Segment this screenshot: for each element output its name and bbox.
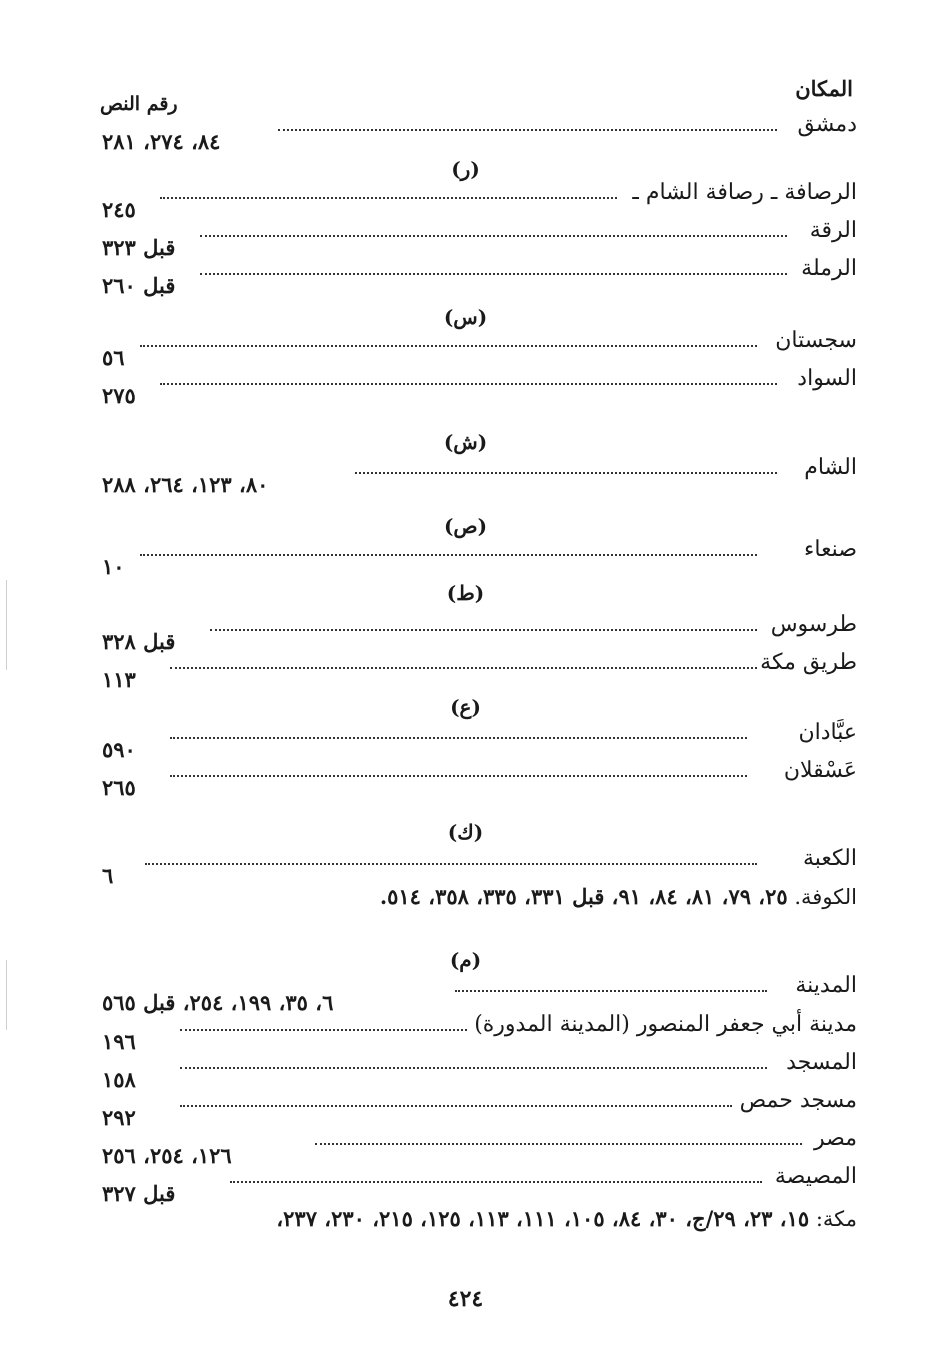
section-letter: (س) [443, 305, 488, 329]
dot-leader [455, 990, 767, 992]
entry-name: صنعاء [804, 537, 857, 562]
entry-value: قبل ٣٢٣ [102, 235, 176, 260]
entry-value: ٦ [102, 863, 114, 888]
entry-value: قبل ٢٦٠ [102, 273, 176, 298]
dot-leader [140, 554, 757, 556]
entry-name: عَسْقلان [783, 758, 857, 783]
dot-leader [200, 235, 787, 237]
entry-value: ٨٠، ١٢٣، ٢٦٤، ٢٨٨ [102, 472, 269, 497]
entry-value: ١١٣ [102, 667, 136, 692]
entry-value: ٢٩٢ [102, 1105, 136, 1130]
number-column-header: رقم النص [100, 93, 178, 115]
page-number: ٤٢٤ [447, 1286, 484, 1312]
entry-inline [380, 884, 857, 909]
entry-name: دمشق [797, 112, 857, 137]
index-entry [100, 758, 857, 802]
section-letter: (ك) [447, 820, 484, 844]
entry-value: ٥٩٠ [102, 737, 136, 762]
entry-name: الكعبة [802, 846, 857, 871]
section-letter: (ص) [443, 514, 488, 538]
index-entry [100, 112, 857, 156]
index-entry [100, 884, 857, 928]
entry-value: ١٢٦، ٢٥٤، ٢٥٦ [102, 1143, 232, 1168]
entry-name: مكة: [815, 1207, 857, 1231]
entry-inline [276, 1206, 857, 1231]
dot-leader [170, 737, 747, 739]
entry-value: ٢٤٥ [102, 197, 136, 222]
entry-name: مصر [813, 1126, 857, 1151]
index-entry [100, 256, 857, 300]
dot-leader [145, 863, 757, 865]
entry-value: ١٥، ٢٣، ٢٩/ج، ٣٠، ٨٤، ١٠٥، ١١١، ١١٣، ١٢٥، ٢١٥، ٢٣٠، ٢٣٧، [276, 1206, 810, 1231]
entry-name: مسجد حمص [739, 1088, 857, 1113]
entry-value: ٥٦ [102, 345, 125, 370]
index-entry [100, 1164, 857, 1208]
dot-leader [140, 345, 757, 347]
dot-leader [278, 129, 777, 131]
dot-leader [210, 629, 757, 631]
entry-name: سجستان [775, 328, 857, 353]
entry-value: ١٩٦ [102, 1029, 136, 1054]
dot-leader [180, 1029, 467, 1031]
section-letter: (ع) [450, 695, 481, 719]
dot-leader [315, 1143, 802, 1145]
dot-leader [180, 1067, 767, 1069]
entry-name: المدينة [795, 973, 857, 998]
section-letter: (ط) [446, 581, 485, 605]
place-column-header: المكان [795, 76, 853, 101]
index-entry [100, 366, 857, 410]
entry-value: ٢٦٥ [102, 775, 136, 800]
entry-name: مدينة أبي جعفر المنصور (المدينة المدورة) [474, 1012, 857, 1037]
index-entry [100, 973, 857, 1017]
index-entry [100, 455, 857, 499]
entry-name: الشام [804, 455, 857, 480]
entry-value: قبل ٣٢٧ [102, 1181, 176, 1206]
dot-leader [170, 667, 757, 669]
index-entry [100, 650, 857, 694]
dot-leader [355, 472, 777, 474]
entry-name: الرملة [801, 256, 857, 281]
entry-value: ٢٧٥ [102, 383, 136, 408]
entry-value: ١٥٨ [102, 1067, 136, 1092]
entry-value: ٢٥، ٧٩، ٨١، ٨٤، ٩١، قبل ٣٣١، ٣٣٥، ٣٥٨، ٥١٤. [379, 884, 788, 909]
section-letter: (ش) [443, 430, 488, 454]
entry-name: الرصافة ـ رصافة الشام ـ [632, 180, 857, 205]
entry-value: قبل ٣٢٨ [102, 629, 176, 654]
section-letter: (م) [449, 948, 482, 972]
entry-name: الرقة [809, 218, 857, 243]
entry-name: طريق مكة [760, 650, 857, 675]
dot-leader [160, 197, 617, 199]
entry-name: المصيصة [774, 1164, 857, 1189]
dot-leader [170, 775, 747, 777]
dot-leader [200, 273, 787, 275]
entry-value: ٨٤، ٢٧٤، ٢٨١ [102, 129, 221, 154]
entry-name: عبَّادان [798, 720, 857, 745]
index-entry [100, 537, 857, 581]
entry-name: المسجد [786, 1050, 857, 1075]
dot-leader [230, 1181, 762, 1183]
dot-leader [180, 1105, 732, 1107]
dot-leader [160, 383, 777, 385]
section-letter: (ر) [451, 157, 480, 181]
entry-name: طرسوس [770, 612, 857, 637]
entry-name: الكوفة. [794, 885, 857, 909]
entry-value: ٦، ٣٥، ١٩٩، ٢٥٤، قبل ٥٦٥ [102, 990, 334, 1015]
entry-value: ١٠ [102, 554, 125, 579]
index-entry [100, 1206, 857, 1250]
entry-name: السواد [797, 366, 857, 391]
